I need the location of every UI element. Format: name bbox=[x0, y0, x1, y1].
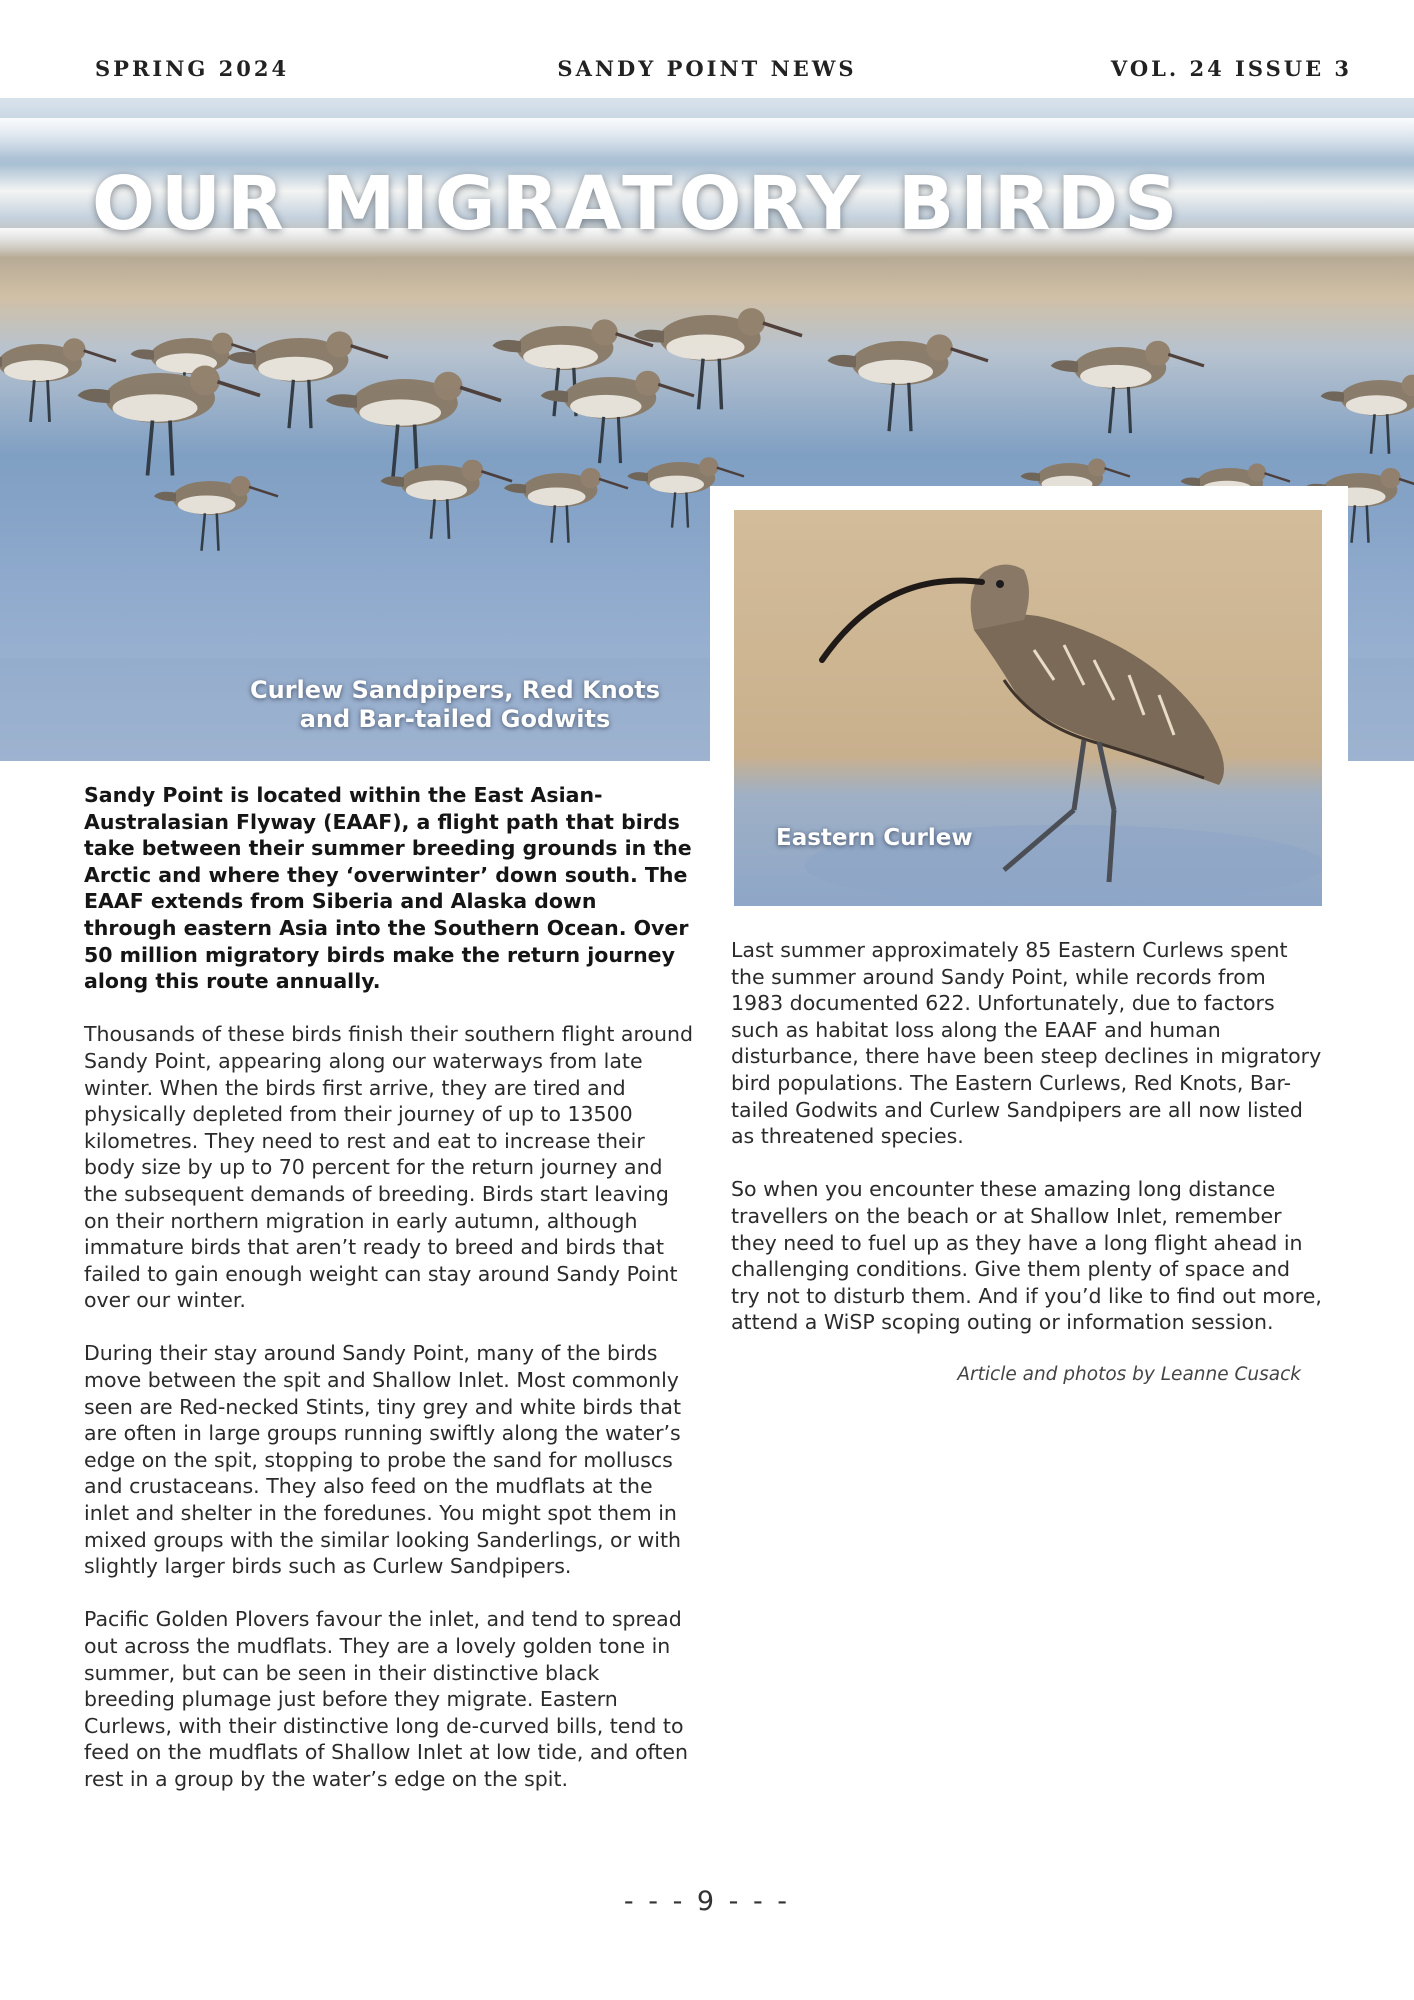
body-paragraph: Thousands of these birds finish their southern flight around Sandy Point, appearing along our waterways from late winter. When the birds first arrive, they are tired and physically depleted from their journey of up to 13500 kilometres. They need to rest and eat to increase their body size by up to 70 percent for the return journey and the subsequent demands of breeding. Birds start leaving on their northern migration in early autumn, although immature birds that aren’t ready to breed and birds that failed to gain enough weight can stay around Sandy Point over our winter. bbox=[84, 1022, 693, 1313]
inset-photo-frame bbox=[710, 486, 1348, 922]
body-paragraph: So when you encounter these amazing long distance travellers on the beach or at Shallow Inlet, remember they need to fuel up as they have a long flight ahead in challenging conditions. Give them plenty of space and try not to disturb them. And if you’d like to find out more, attend a WiSP scoping outing or information session. bbox=[731, 1177, 1322, 1335]
masthead-season: SPRING 2024 bbox=[95, 56, 290, 81]
inset-photo-caption: Eastern Curlew bbox=[776, 825, 973, 851]
lead-paragraph: Sandy Point is located within the East Asian-Australasian Flyway (EAAF), a flight path that birds take between their summer breeding grounds in the Arctic and where they ‘overwinter’ down south. The EAAF extends from Siberia and Alaska down through eastern Asia into the Southern Ocean. Over 50 million migratory birds make the return journey along this route annually. bbox=[84, 783, 692, 994]
body-paragraph: During their stay around Sandy Point, many of the birds move between the spit and Shallow Inlet. Most commonly seen are Red-necked Stints, tiny grey and white birds that are often in large groups running swiftly along the water’s edge on the spit, stopping to probe the sand for molluscs and crustaceans. They also feed on the mudflats at the inlet and shelter in the foredunes. You might spot them in mixed groups with the similar looking Sanderlings, or with slightly larger birds such as Curlew Sandpipers. bbox=[84, 1341, 682, 1579]
masthead-publication: SANDY POINT NEWS bbox=[557, 56, 857, 81]
masthead-issue: VOL. 24 ISSUE 3 bbox=[1110, 56, 1352, 81]
body-paragraph: Last summer approximately 85 Eastern Curlews spent the summer around Sandy Point, while records from 1983 documented 622. Unfortunately, due to factors such as habitat loss along the EAAF and human disturbance, there have been steep declines in migratory bird populations. The Eastern Curlews, Red Knots, Bar-tailed Godwits and Curlew Sandpipers are all now listed as threatened species. bbox=[731, 938, 1322, 1149]
hero-caption-line-2: and Bar-tailed Godwits bbox=[299, 705, 611, 733]
article-title: OUR MIGRATORY BIRDS bbox=[92, 161, 1184, 247]
article-column-right bbox=[731, 937, 1323, 1363]
hero-photo-caption bbox=[235, 676, 675, 734]
body-paragraph: Pacific Golden Plovers favour the inlet, and tend to spread out across the mudflats. They are a lovely golden tone in summer, but can be seen in their distinctive black breeding plumage just before they migrate. Eastern Curlews, with their distinctive long de-curved bills, tend to feed on the mudflats of Shallow Inlet at low tide, and often rest in a group by the water’s edge on the spit. bbox=[84, 1607, 688, 1791]
article-credit: Article and photos by Leanne Cusack bbox=[957, 1364, 1301, 1385]
article-column-left bbox=[84, 782, 696, 1819]
masthead bbox=[0, 56, 1414, 90]
hero-caption-line-1: Curlew Sandpipers, Red Knots bbox=[250, 676, 660, 704]
page-number: - - - 9 - - - bbox=[623, 1886, 791, 1917]
